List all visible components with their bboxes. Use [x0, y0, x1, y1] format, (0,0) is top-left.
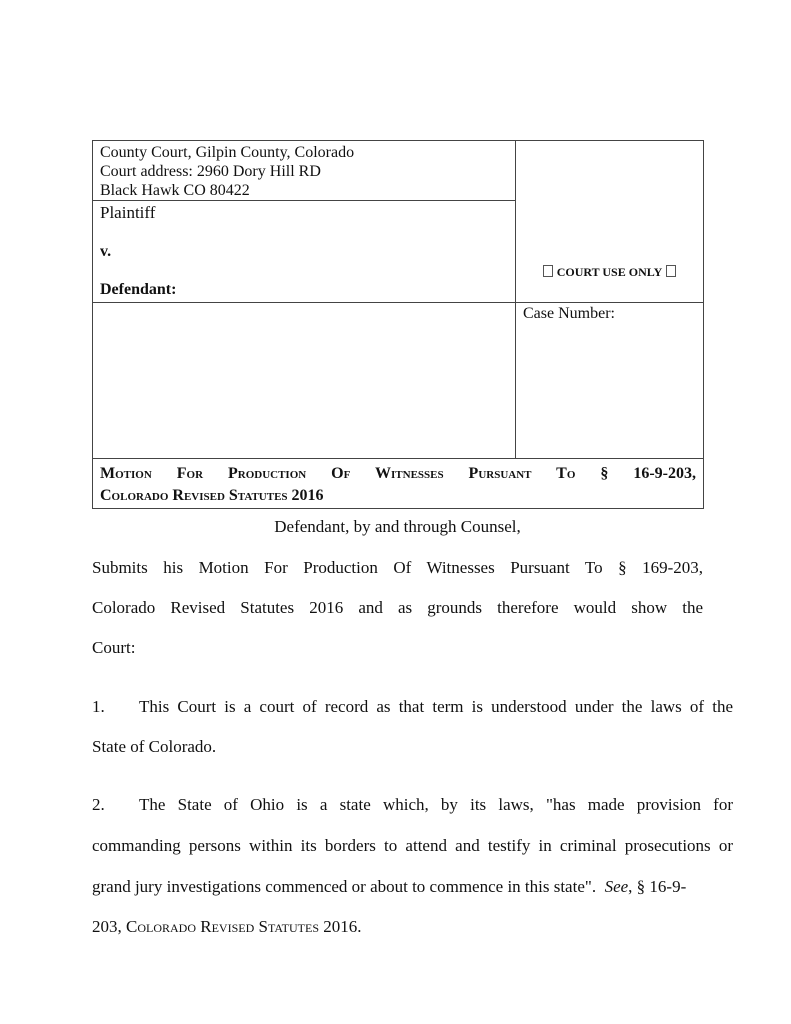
motion-title-cell [93, 459, 704, 509]
court-address: Court address: 2960 Dory Hill RD [100, 163, 321, 180]
paragraph-2-line4: 203, Colorado Revised Statutes 2016. [92, 917, 362, 936]
paragraph-2-line1: 2. The State of Ohio is a state which, by its laws, "has made provision for [92, 795, 733, 814]
motion-title-line1: Motion For Production Of Witnesses Pursuant To § 16-9-203, [100, 465, 696, 482]
attorney-cell [93, 303, 516, 459]
motion-title-line2: Colorado Revised Statutes 2016 [100, 487, 324, 504]
paragraph-2-line2: commanding persons within its borders to attend and testify in criminal prosecutions or [92, 836, 733, 855]
defendant-label: Defendant: [100, 281, 177, 298]
parties-cell [93, 201, 516, 303]
paragraph-2-number: 2. [92, 795, 105, 814]
see-citation: See [604, 877, 629, 896]
paragraph-1-number: 1. [92, 697, 105, 716]
court-name: County Court, Gilpin County, Colorado [100, 144, 355, 161]
versus-label: v. [100, 243, 112, 260]
checkbox-glyph-icon [666, 265, 676, 277]
court-city: Black Hawk CO 80422 [100, 182, 250, 199]
case-number-cell [516, 303, 704, 459]
paragraph-1-line1: 1. This Court is a court of record as that term is understood under the laws of the [92, 697, 733, 716]
case-number-label: Case Number: [523, 305, 615, 322]
court-info-cell [93, 141, 516, 201]
intro-line: Defendant, by and through Counsel, [274, 517, 521, 536]
caption-table [92, 140, 704, 509]
court-use-cell [516, 141, 704, 303]
court-use-only-label: COURT USE ONLY [516, 265, 703, 280]
submits-line1: Submits his Motion For Production Of Witnesses Pursuant To § 169-203, [92, 558, 703, 577]
paragraph-1-line2: State of Colorado. [92, 737, 217, 756]
paragraph-2-line3: grand jury investigations commenced or about to commence in this state". See, § 16-9- [92, 877, 687, 896]
plaintiff-label: Plaintiff [100, 203, 156, 222]
submits-line2: Colorado Revised Statutes 2016 and as grounds therefore would show the [92, 598, 703, 617]
checkbox-glyph-icon [543, 265, 553, 277]
submits-line3: Court: [92, 638, 136, 657]
